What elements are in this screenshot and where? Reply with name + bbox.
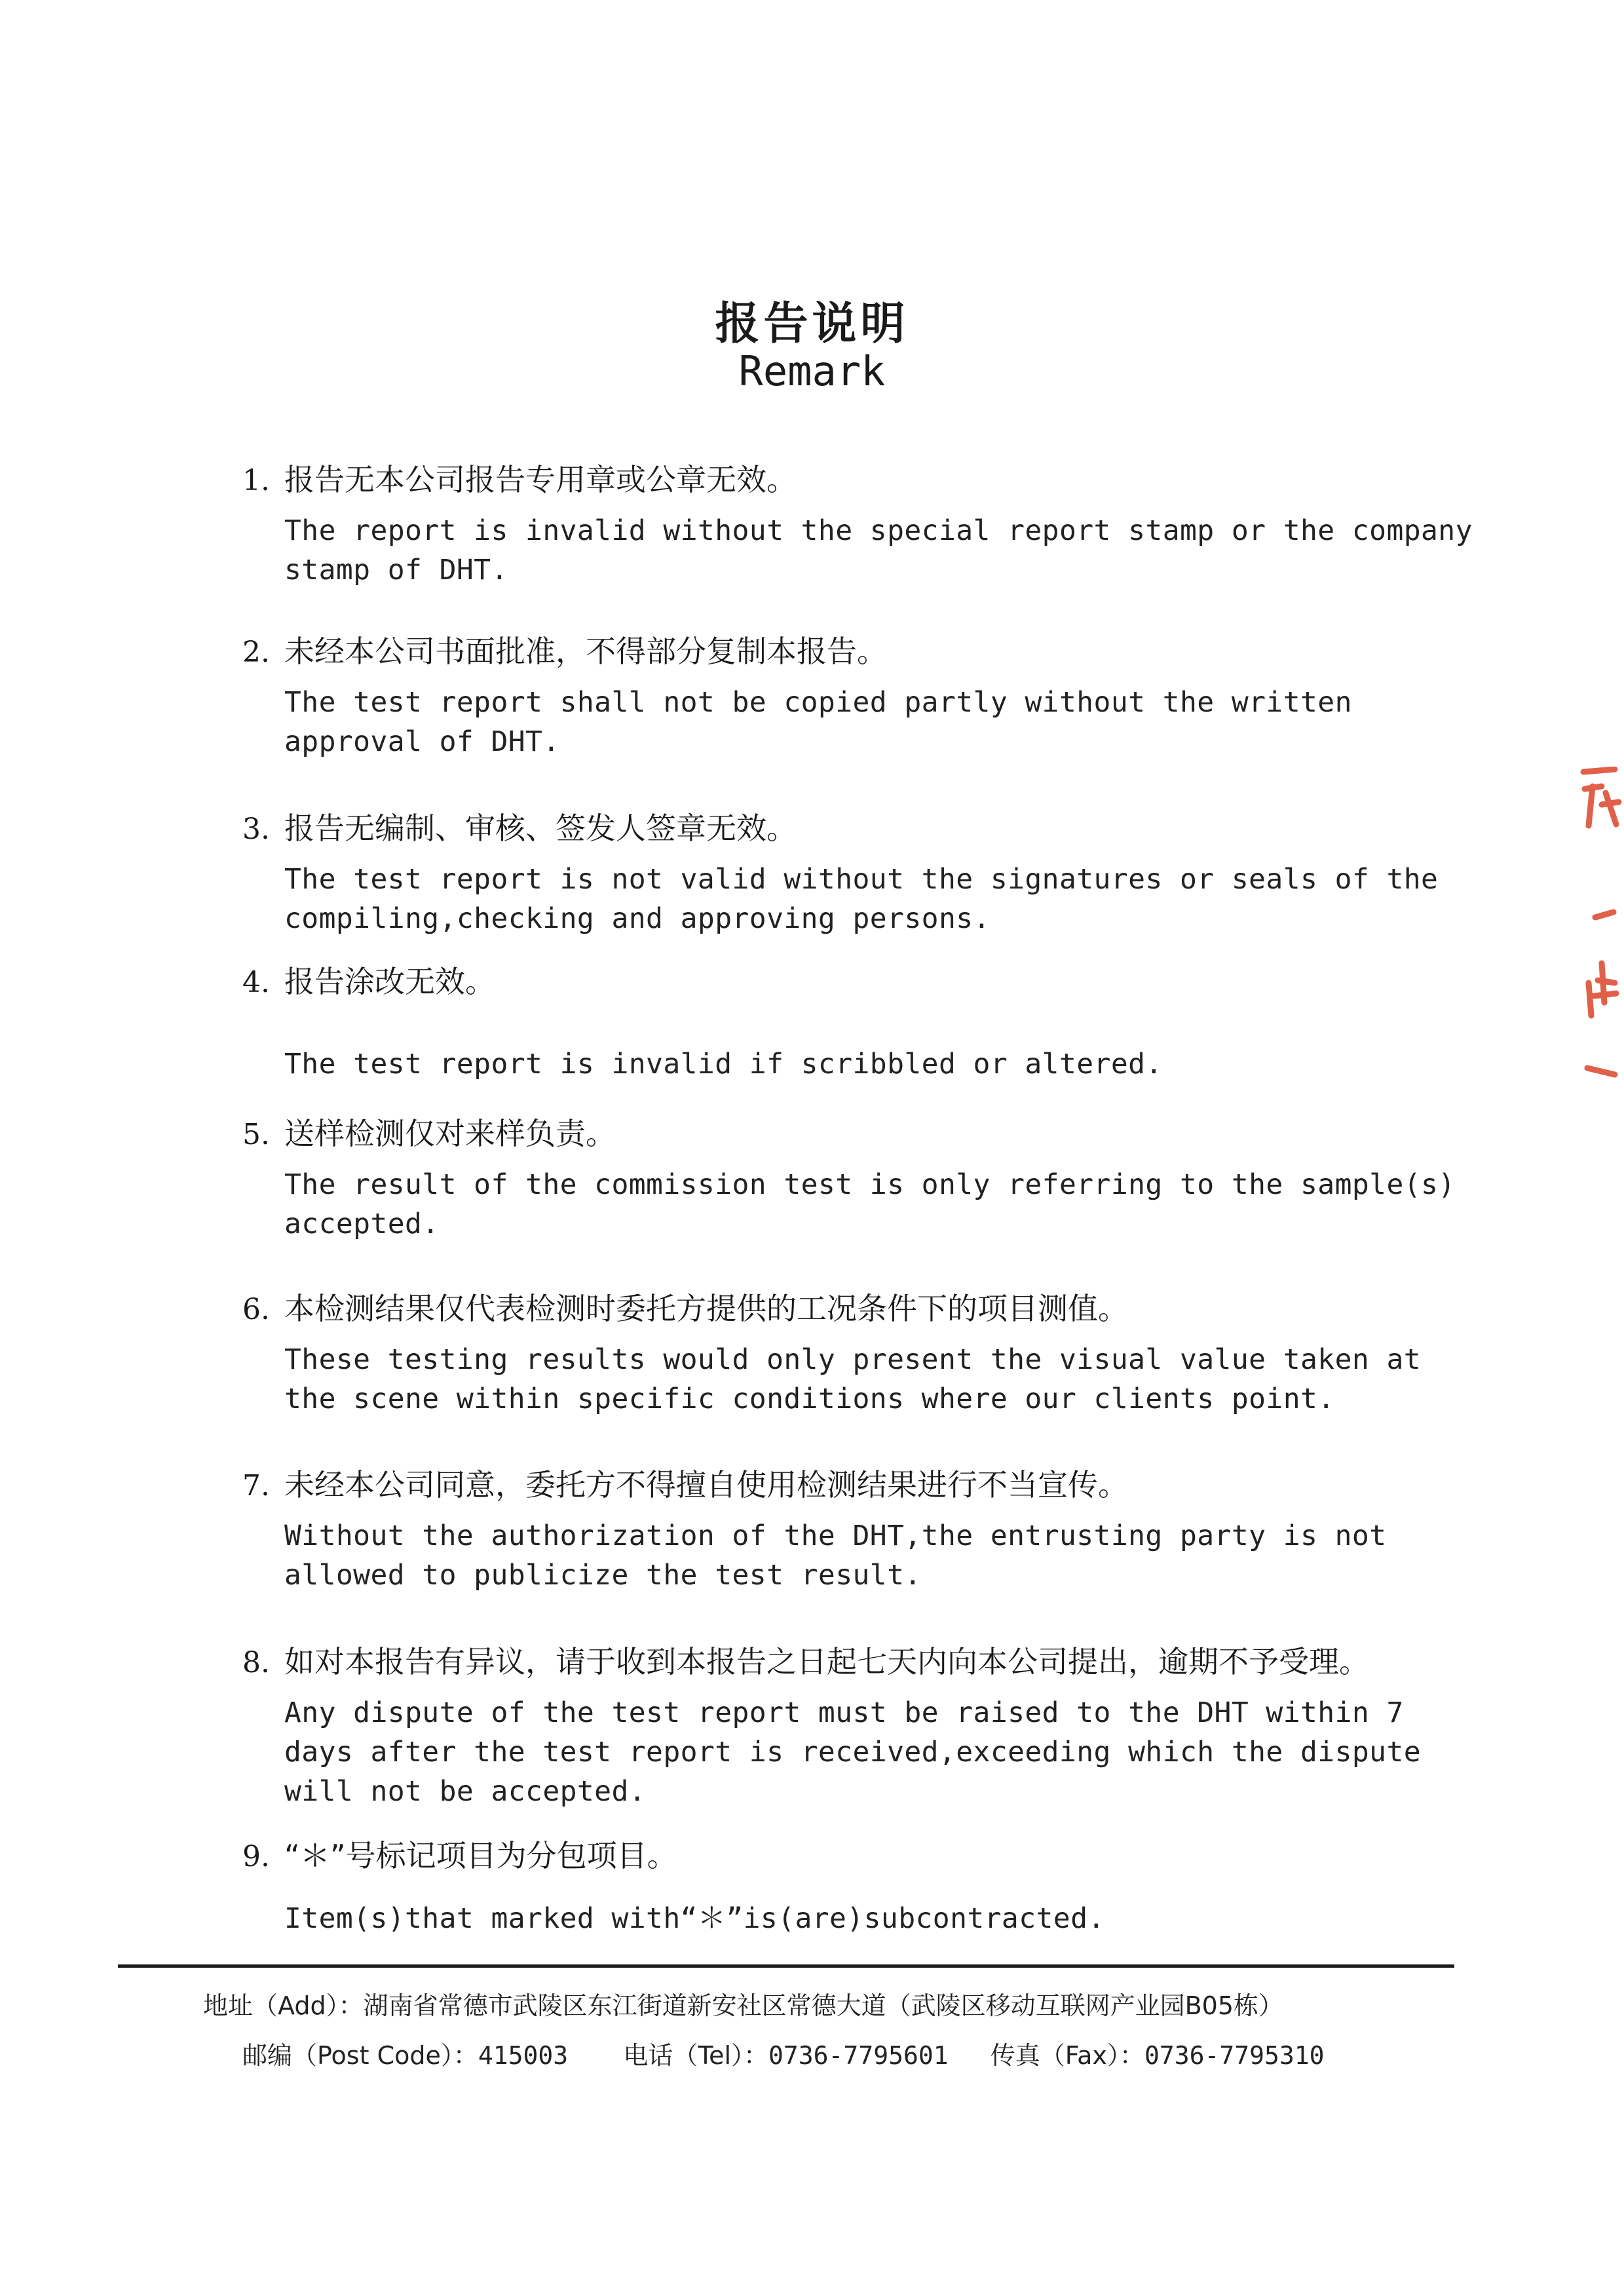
remark-item-6 [242, 1288, 1474, 1419]
item-number: 9. [242, 1840, 270, 1873]
remark-item-5 [242, 1113, 1474, 1244]
item-text-cn: 本检测结果仅代表检测时委托方提供的工况条件下的项目测值。 [284, 1291, 1128, 1326]
item-text-en: Item(s)that marked with“＊”is(are)subcontracted. [284, 1902, 1105, 1935]
item-text-cn: 如对本报告有异议，请于收到本报告之日起七天内向本公司提出，逾期不予受理。 [284, 1644, 1369, 1679]
item-text-cn: 未经本公司书面批准，不得部分复制本报告。 [284, 634, 887, 669]
item-text-cn: 送样检测仅对来样负责。 [284, 1116, 616, 1151]
fax-label: 传真（Fax）： [990, 2041, 1144, 2070]
item-text-en: The report is invalid without the special report stamp or the company stamp of DHT. [284, 514, 1473, 586]
item-number: 7. [242, 1469, 270, 1502]
item-text-cn: 未经本公司同意，委托方不得擅自使用检测结果进行不当宣传。 [284, 1467, 1128, 1502]
fax-value: 0736-7795310 [1144, 2041, 1325, 2070]
item-text-en: The result of the commission test is only referring to the sample(s) accepted. [284, 1168, 1456, 1240]
item-text-en: The test report is invalid if scribbled or altered. [284, 1048, 1163, 1081]
item-text-cn: 报告涂改无效。 [284, 964, 495, 999]
remark-item-3 [242, 807, 1474, 938]
address-value: 湖南省常德市武陵区东江街道新安社区常德大道（武陵区移动互联网产业园B05栋） [363, 1991, 1284, 2020]
item-text-en: Without the authorization of the DHT,the entrusting party is not allowed to publicize the test result. [284, 1520, 1387, 1592]
item-number: 8. [242, 1646, 270, 1679]
postcode-value: 415003 [478, 2041, 569, 2070]
tel-value: 0736-7795601 [768, 2041, 949, 2070]
item-number: 3. [242, 813, 270, 846]
remark-item-7 [242, 1464, 1474, 1595]
item-text-cn: “＊”号标记项目为分包项目。 [284, 1838, 677, 1873]
footer-divider [118, 1964, 1454, 1968]
page-title-cn: 报告说明 [715, 298, 909, 350]
remark-item-8 [242, 1641, 1474, 1811]
page-title-en: Remark [738, 347, 886, 395]
item-text-en: The test report shall not be copied partly without the written approval of DHT. [284, 686, 1352, 758]
footer-address [203, 1985, 1283, 2021]
tel-label: 电话（Tel）： [623, 2041, 769, 2070]
remark-item-4 [242, 961, 1474, 1084]
item-text-cn: 报告无本公司报告专用章或公章无效。 [284, 462, 797, 497]
item-text-en: Any dispute of the test report must be raised to the DHT within 7 days after the test report is received,exceeding which the dispute will not be accepted. [284, 1696, 1422, 1808]
item-text-cn: 报告无编制、审核、签发人签章无效。 [284, 811, 797, 846]
postcode-label: 邮编（Post Code）： [242, 2041, 478, 2070]
item-text-en: The test report is not valid without the signatures or seals of the compiling,checking and approving persons. [284, 863, 1439, 935]
item-number: 2. [242, 636, 270, 669]
remark-item-9 [242, 1835, 1474, 1938]
item-number: 6. [242, 1293, 270, 1326]
footer-contacts [242, 2035, 1324, 2071]
item-number: 4. [242, 966, 270, 999]
item-text-en: These testing results would only present the visual value taken at the scene within specific conditions where our clients point. [284, 1343, 1422, 1415]
item-number: 1. [242, 464, 270, 497]
seal-fragment-icon [1576, 767, 1624, 1094]
remark-item-1 [242, 459, 1474, 590]
remark-item-2 [242, 630, 1474, 761]
address-label: 地址（Add）： [203, 1991, 364, 2020]
item-number: 5. [242, 1118, 270, 1151]
